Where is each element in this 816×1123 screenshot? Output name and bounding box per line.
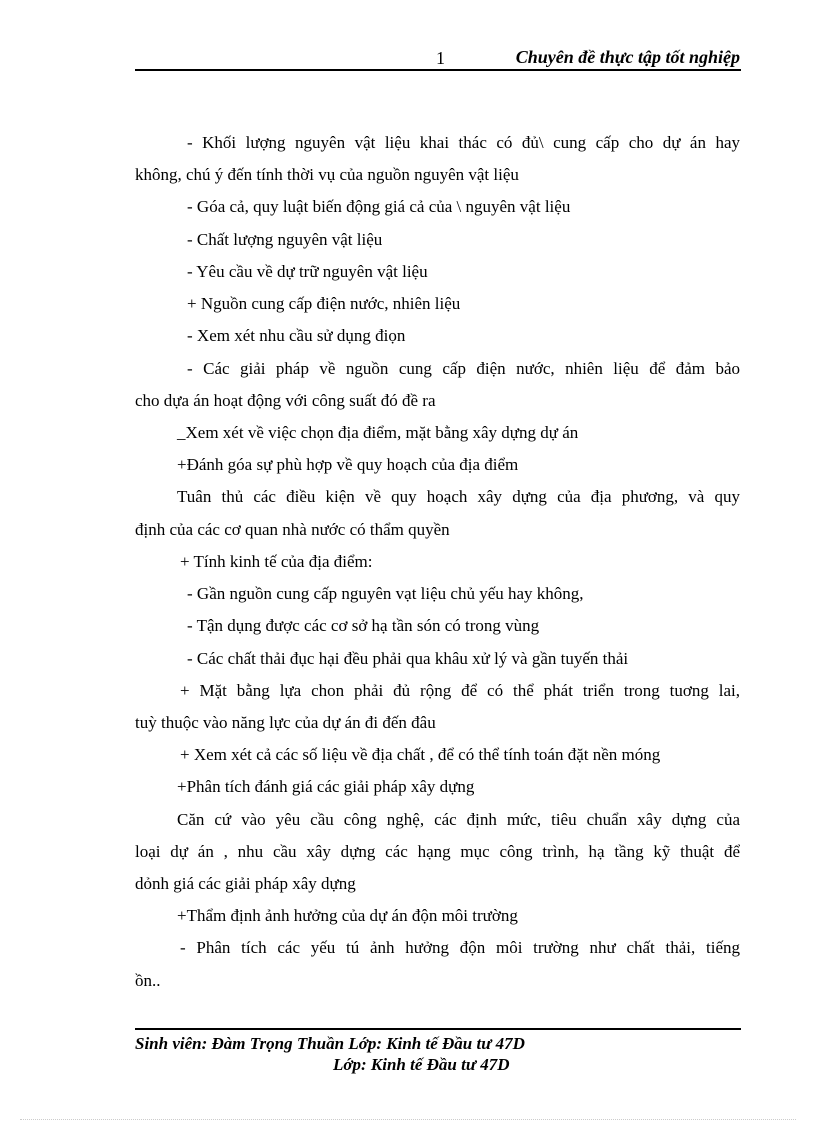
text-line: - Chất lượng nguyên vật liệu — [187, 229, 383, 249]
text-line: - Xem xét nhu cầu sử dụng điọn — [187, 326, 406, 346]
text-line: - Các giải pháp về nguồn cung cấp điện nước, nhiên liệu để đảm bảo — [187, 358, 740, 378]
footer-class: Lớp: Kinh tế Đầu tư 47D — [333, 1055, 510, 1074]
text-line: +Đánh góa sự phù hợp về quy hoạch của địa điểm — [177, 455, 519, 475]
text-line: + Xem xét cả các số liệu về địa chất , để có thể tính toán đặt nền móng — [180, 745, 661, 765]
text-line: ồn.. — [135, 970, 161, 990]
header-rule — [135, 69, 741, 71]
text-line: +Phân tích đánh giá các giải pháp xây dựng — [177, 777, 475, 797]
page-edge — [20, 1119, 796, 1120]
text-line: loại dự án , nhu cầu xây dựng các hạng mục công trình, hạ tầng kỹ thuật để — [135, 841, 740, 861]
text-line: - Góa cả, quy luật biến động giá cả của \ nguyên vật liệu — [187, 197, 571, 217]
page-number: 1 — [436, 48, 445, 68]
text-line: + Mặt bằng lựa chon phải đủ rộng để có thể phát triển trong tuơng lai, — [180, 680, 740, 700]
text-line: - Yêu cầu về dự trữ nguyên vật liệu — [187, 261, 428, 281]
text-line: không, chú ý đến tính thời vụ của nguồn nguyên vật liệu — [135, 165, 519, 185]
footer-rule — [135, 1028, 741, 1030]
header-title: Chuyên đề thực tập tốt nghiệp — [515, 47, 740, 67]
footer-student: Sinh viên: Đàm Trọng Thuần Lớp: Kinh tế Đầu tư 47D — [135, 1034, 525, 1053]
text-line: - Phân tích các yếu tú ảnh hưởng độn môi trường như chất thải, tiếng — [180, 938, 740, 958]
text-line: - Khối lượng nguyên vật liệu khai thác có đủ\ cung cấp cho dự án hay — [187, 133, 740, 152]
text-line: cho dựa án hoạt động với công suất đó đề ra — [135, 390, 436, 410]
text-line: + Tính kinh tế của địa điểm: — [180, 551, 373, 571]
text-line: +Thẩm định ảnh hưởng của dự án độn môi trường — [177, 906, 518, 926]
text-line: - Tận dụng được các cơ sở hạ tần són có trong vùng — [187, 616, 540, 636]
text-line: tuỳ thuộc vào năng lực của dự án đi đến đâu — [135, 712, 436, 732]
text-line: - Gần nguồn cung cấp nguyên vạt liệu chủ yếu hay không, — [187, 584, 584, 604]
document-body — [135, 127, 740, 997]
text-line: - Các chất thải đục hại đều phải qua khâu xử lý và gần tuyến thải — [187, 648, 629, 668]
text-line: dỏnh giá các giải pháp xây dựng — [135, 874, 356, 894]
text-line: _Xem xét về việc chọn địa điểm, mặt bằng xây dựng dự án — [177, 422, 579, 442]
text-line: Căn cứ vào yêu cầu công nghệ, các định mức, tiêu chuẩn xây dựng của — [177, 809, 740, 829]
text-line: Tuân thủ các điều kiện về quy hoạch xây dựng của địa phương, và quy — [177, 487, 740, 507]
text-line: + Nguồn cung cấp điện nước, nhiên liệu — [187, 294, 461, 314]
text-line: định của các cơ quan nhà nước có thẩm quyền — [135, 519, 450, 539]
